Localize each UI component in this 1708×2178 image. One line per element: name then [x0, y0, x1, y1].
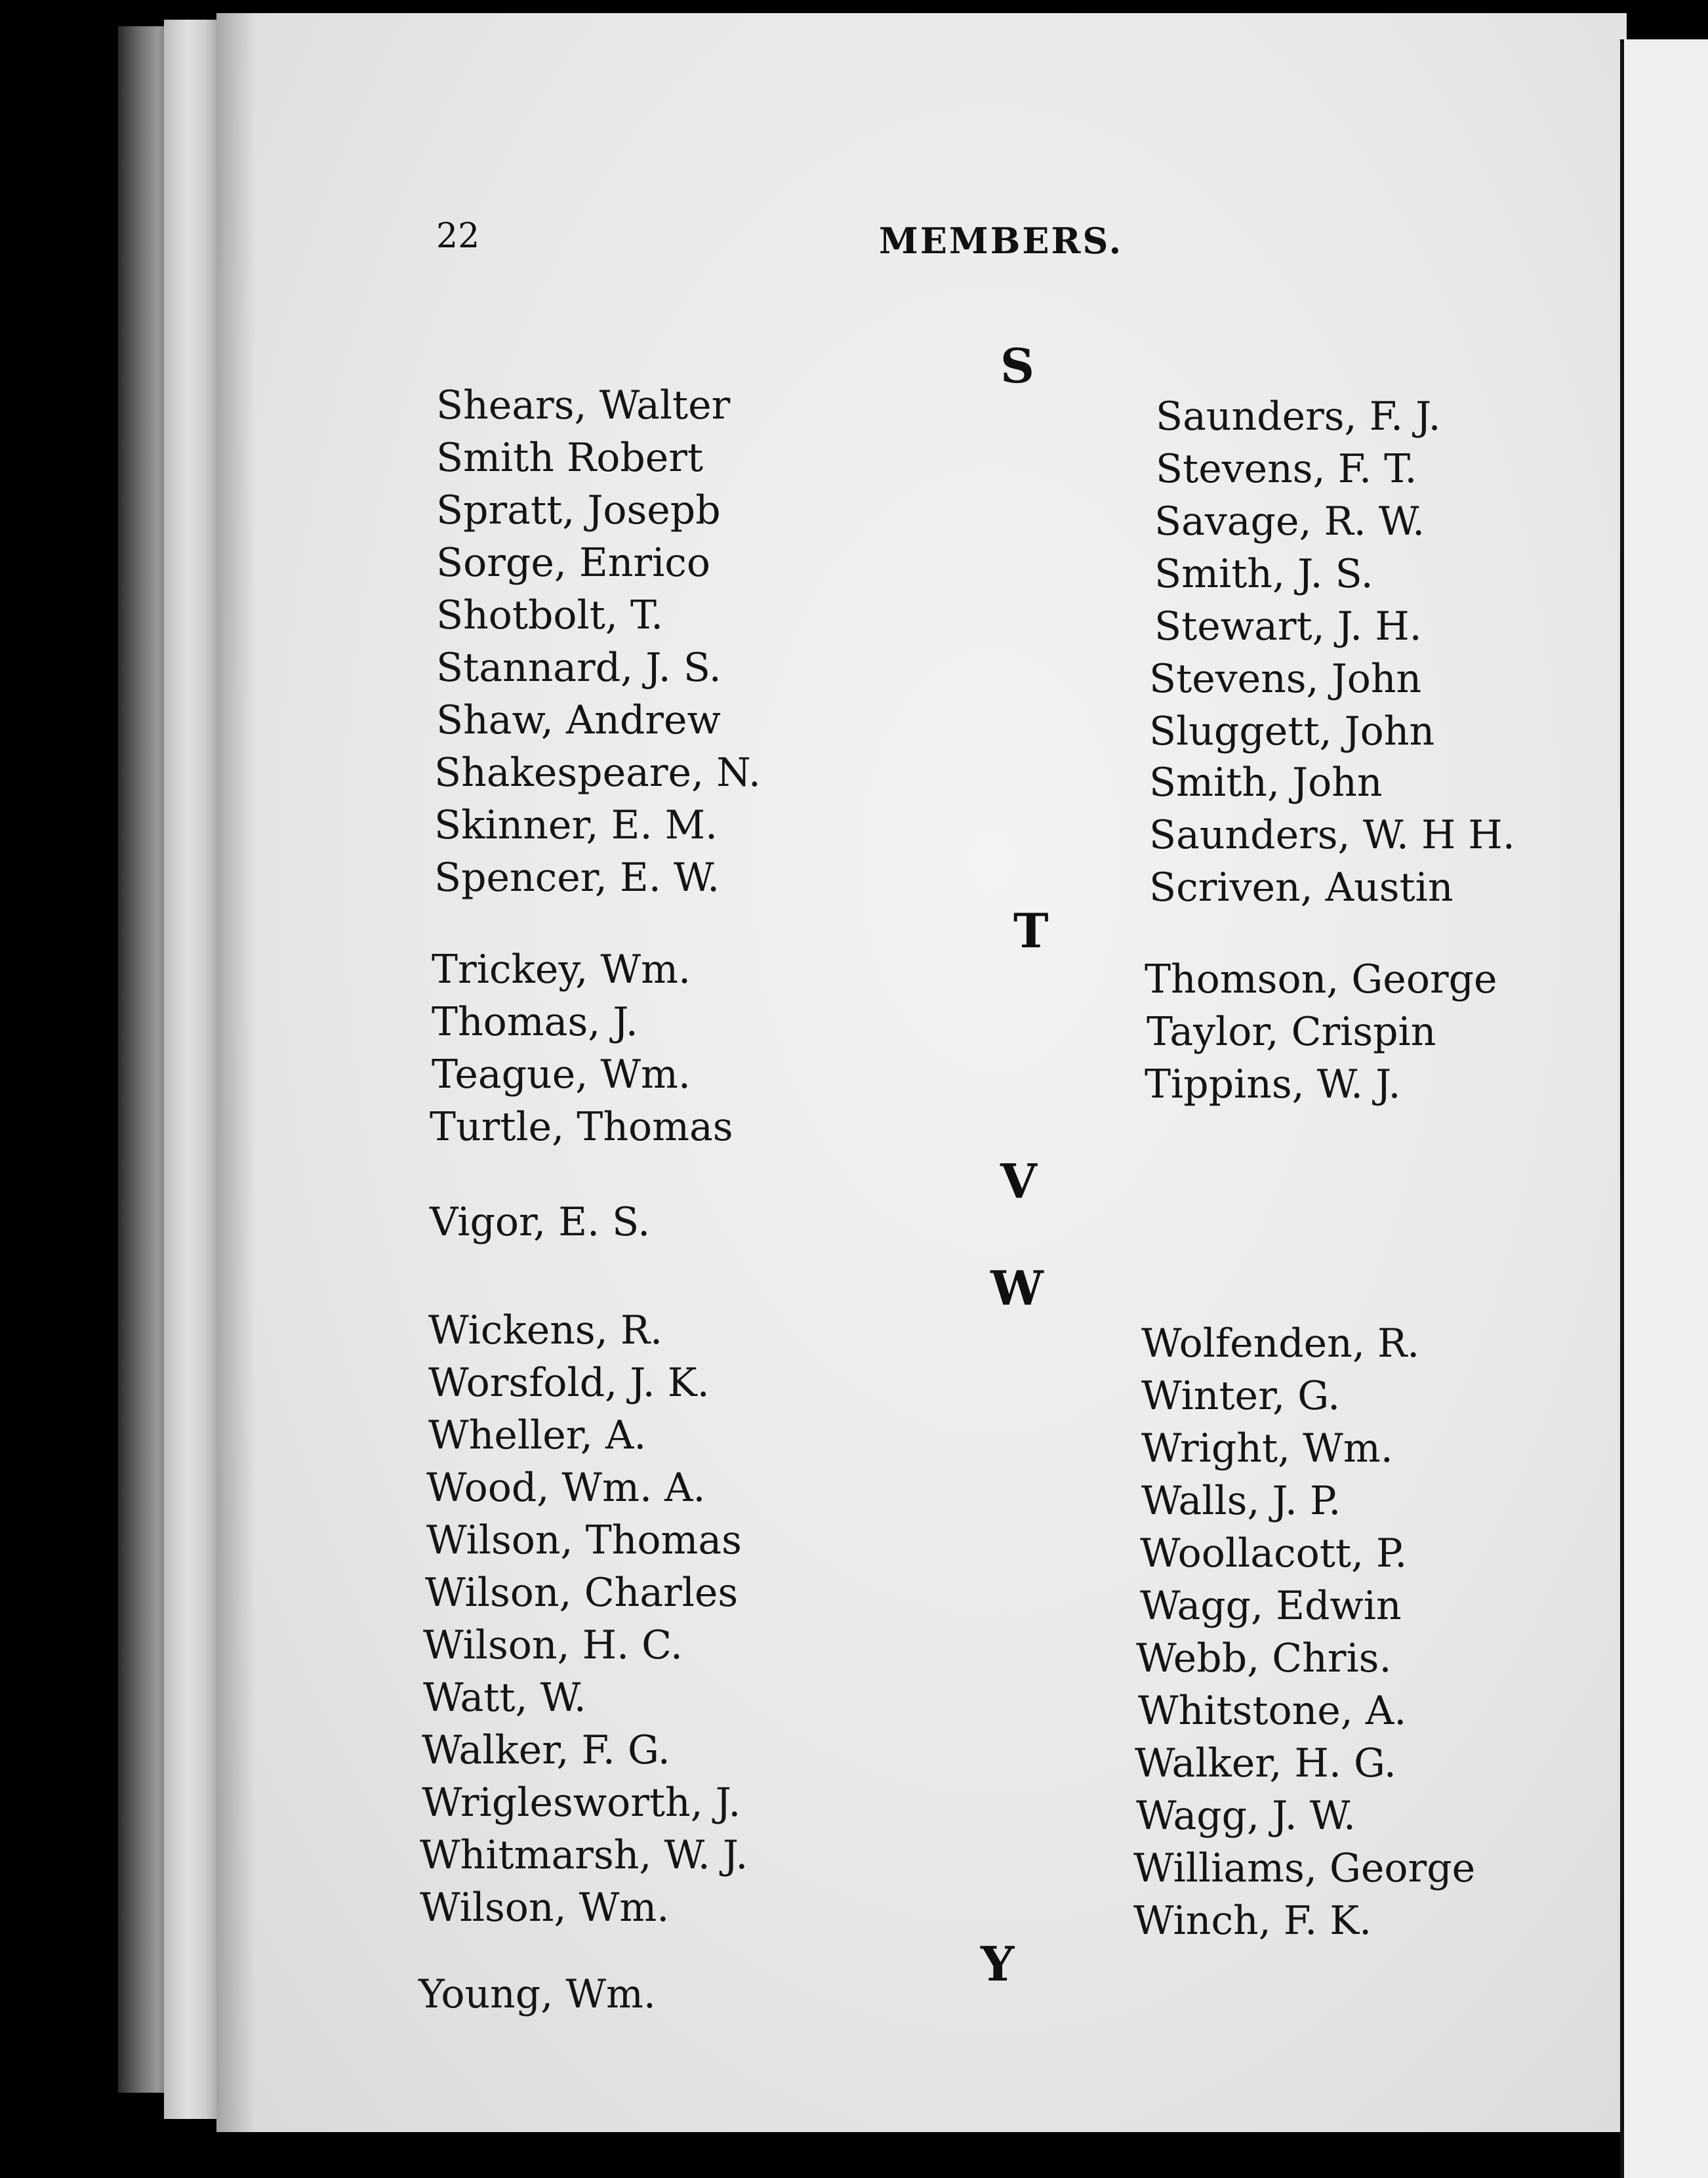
member-name: Stevens, F. T.: [1156, 446, 1417, 492]
member-name: Shakespeare, N.: [434, 750, 761, 796]
member-name: Scriven, Austin: [1149, 865, 1454, 911]
member-name: Worsfold, J. K.: [428, 1360, 710, 1406]
member-name: Walker, H. G.: [1135, 1740, 1396, 1786]
page-title: MEMBERS.: [879, 220, 1124, 262]
gutter-shadow: [216, 13, 256, 2132]
member-name: Whitstone, A.: [1138, 1688, 1407, 1734]
member-name: Wagg, J. W.: [1136, 1793, 1356, 1839]
member-name: Savage, R. W.: [1154, 499, 1425, 544]
member-name: Saunders, W. H H.: [1149, 812, 1515, 858]
member-name: Winter, G.: [1141, 1373, 1341, 1419]
member-name: Watt, W.: [423, 1675, 586, 1721]
member-name: Wheller, A.: [428, 1412, 647, 1458]
member-name: Wickens, R.: [428, 1307, 663, 1353]
adjacent-page-edge: [1620, 39, 1708, 2178]
section-letter-t: T: [1013, 903, 1049, 958]
member-name: Wilson, Thomas: [426, 1517, 742, 1563]
section-letter-w: W: [990, 1260, 1044, 1316]
member-name: Vigor, E. S.: [430, 1199, 651, 1245]
member-name: Wilson, H. C.: [423, 1622, 683, 1668]
section-letter-y: Y: [981, 1936, 1015, 1992]
member-name: Walker, F. G.: [422, 1727, 670, 1773]
member-name: Skinner, E. M.: [434, 802, 718, 848]
member-name: Saunders, F. J.: [1156, 394, 1441, 440]
member-name: Walls, J. P.: [1141, 1478, 1341, 1524]
member-name: Thomson, George: [1145, 956, 1497, 1002]
member-name: Webb, Chris.: [1136, 1635, 1392, 1681]
member-name: Young, Wm.: [418, 1971, 656, 2017]
member-name: Stewart, J. H.: [1154, 604, 1422, 649]
member-name: Whitmarsh, W. J.: [420, 1832, 748, 1878]
member-name: Smith, J. S.: [1154, 551, 1373, 597]
page-number: 22: [436, 216, 480, 256]
member-name: Trickey, Wm.: [432, 947, 691, 993]
member-name: Stevens, John: [1149, 656, 1422, 702]
member-name: Williams, George: [1133, 1845, 1476, 1891]
member-name: Shears, Walter: [436, 382, 731, 428]
member-name: Smith, John: [1149, 760, 1383, 806]
member-name: Wilson, Charles: [425, 1570, 739, 1616]
member-name: Wright, Wm.: [1141, 1426, 1393, 1471]
member-name: Shaw, Andrew: [436, 697, 721, 743]
member-name: Thomas, J.: [432, 999, 638, 1045]
member-name: Spratt, Josepb: [436, 487, 721, 533]
member-name: Wilson, Wm.: [420, 1885, 670, 1931]
member-name: Wolfenden, R.: [1141, 1321, 1420, 1366]
member-name: Shotbolt, T.: [436, 592, 664, 638]
section-letter-v: V: [1000, 1153, 1037, 1209]
section-letter-s: S: [1000, 338, 1034, 394]
member-name: Spencer, E. W.: [434, 855, 720, 901]
member-name: Tippins, W. J.: [1145, 1061, 1401, 1107]
member-name: Sluggett, John: [1149, 709, 1435, 754]
member-name: Turtle, Thomas: [430, 1104, 733, 1150]
member-name: Woollacott, P.: [1140, 1531, 1408, 1576]
member-name: Winch, F. K.: [1133, 1898, 1372, 1944]
member-name: Taylor, Crispin: [1147, 1009, 1436, 1055]
member-name: Wriglesworth, J.: [422, 1780, 741, 1826]
member-name: Smith Robert: [436, 435, 704, 481]
member-name: Sorge, Enrico: [436, 540, 711, 586]
member-name: Stannard, J. S.: [436, 645, 722, 691]
member-name: Wood, Wm. A.: [426, 1465, 706, 1511]
member-name: Wagg, Edwin: [1140, 1583, 1402, 1629]
member-name: Teague, Wm.: [432, 1052, 691, 1098]
book-edge-pages: [164, 20, 223, 2119]
